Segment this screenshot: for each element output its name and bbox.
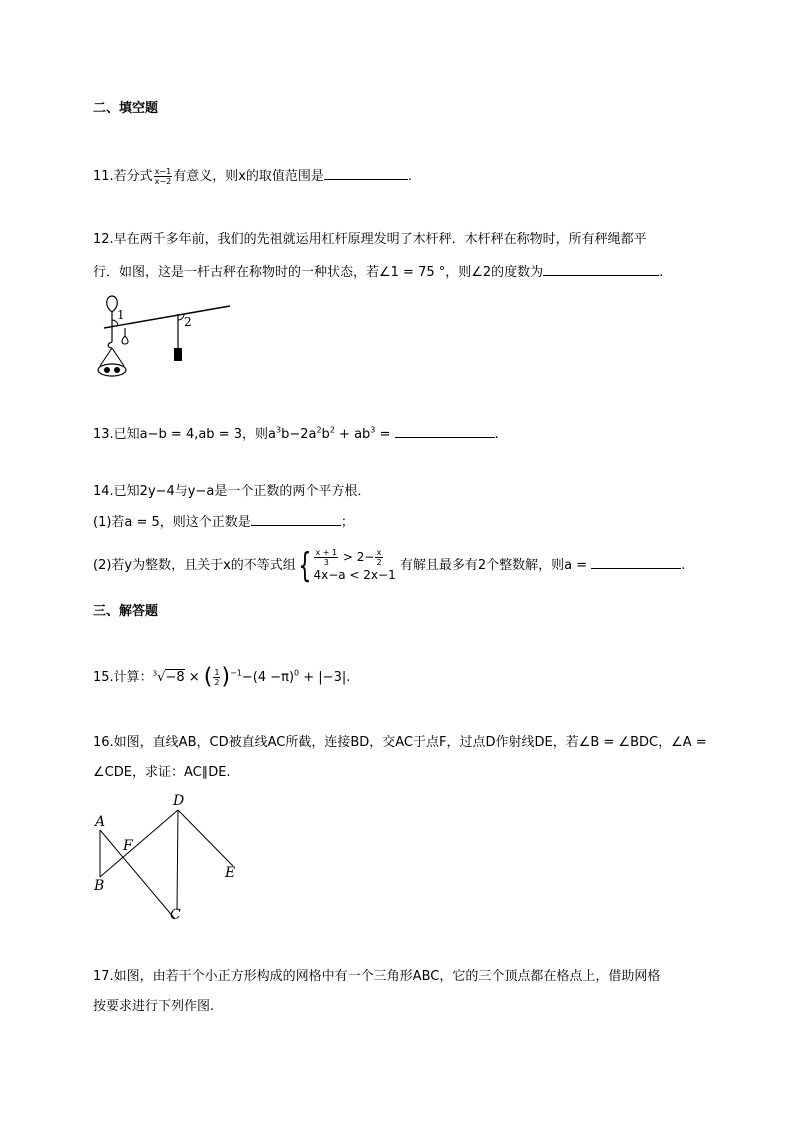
q13-mid4: = xyxy=(375,427,395,442)
q15-frac-num: 1 xyxy=(214,668,220,677)
ineq1-den: 3 xyxy=(323,558,329,567)
point-label-F: F xyxy=(123,838,133,854)
section-heading-solve: 三、解答题 xyxy=(93,604,159,619)
pan-rope-left xyxy=(100,348,112,366)
steelyard-counterweight xyxy=(174,348,182,361)
angle-1-label: 1 xyxy=(117,308,125,322)
inequality-system xyxy=(313,548,395,583)
question-15 xyxy=(93,664,351,690)
q11-text-pre: 11.若分式 xyxy=(93,169,153,184)
ineq1-num: x + 1 xyxy=(315,548,338,557)
question-12-line2 xyxy=(93,262,663,282)
q14-part2-blank xyxy=(591,555,681,569)
q11-text-post: 有意义，则x的取值范围是 xyxy=(173,169,324,184)
q16-line2: ∠CDE，求证：AC∥DE. xyxy=(93,765,231,780)
q11-frac-denominator: x−2 xyxy=(154,177,172,186)
q15-text-pre: 15.计算： xyxy=(93,670,153,685)
inequality-brace: { xyxy=(298,545,312,586)
point-label-A: A xyxy=(95,814,106,830)
q15-fraction xyxy=(213,668,220,687)
q14-part2-text: (2)若y为整数，且关于x的不等式组 xyxy=(93,558,296,573)
radical-sign: √ xyxy=(157,670,166,685)
q11-end: . xyxy=(407,169,413,184)
q17-line2: 按要求进行下列作图. xyxy=(93,999,215,1014)
q13-sup3: 2 xyxy=(329,425,335,435)
q12-line2-text: 行．如图，这是一杆古秤在称物时的一种状态，若∠1 = 75 °，则∠2的度数为 xyxy=(93,265,544,280)
pan-weight-left xyxy=(104,367,110,373)
q15-exponent: −1 xyxy=(230,668,242,678)
q12-line1: 12.早在两千多年前，我们的先祖就运用杠杆原理发明了木杆秤．木杆秤在称物时，所有秤绳都平 xyxy=(93,232,647,247)
q15-mid: −(4 −π) xyxy=(241,670,295,685)
q13-sup1: 3 xyxy=(275,425,282,435)
q11-fraction xyxy=(154,167,173,186)
q13-sup2: 2 xyxy=(316,425,322,435)
line-DC xyxy=(177,810,178,910)
ineq1-den2: 2 xyxy=(376,558,382,567)
point-label-D: D xyxy=(173,793,185,809)
point-label-B: B xyxy=(94,878,105,894)
inequality-2: 4x−a < 2x−1 xyxy=(313,568,396,582)
question-11 xyxy=(93,166,412,186)
q13-sup4: 3 xyxy=(370,425,376,435)
q15-post: + |−3|. xyxy=(299,670,351,685)
q13-end: . xyxy=(494,427,499,442)
q15-frac-den: 2 xyxy=(214,678,220,687)
point-label-E: E xyxy=(225,865,236,881)
pan-rope-right xyxy=(112,348,124,366)
steelyard-pan xyxy=(98,364,126,376)
q13-mid1: b−2a xyxy=(281,427,317,442)
section-heading-fill-in: 二、填空题 xyxy=(93,101,159,116)
q15-exponent-zero: 0 xyxy=(294,668,300,678)
ineq1-num2: x xyxy=(376,548,382,557)
q17-line1: 17.如图，由若干个小正方形构成的网格中有一个三角形ABC，它的三个顶点都在格点上，借助网格 xyxy=(93,969,661,984)
question-14-part1 xyxy=(93,512,354,532)
steelyard-small-loop xyxy=(122,328,128,344)
line-AC xyxy=(100,830,175,919)
angle-2-label: 2 xyxy=(184,315,192,329)
question-14-part2 xyxy=(93,545,686,586)
q12-end: . xyxy=(659,265,664,280)
q11-answer-blank xyxy=(324,166,408,180)
q15-paren-open: ( xyxy=(203,664,213,690)
q15-radicand: −8 xyxy=(165,670,185,685)
q15-times: × xyxy=(184,670,204,685)
q13-text-pre: 13.已知a−b = 4,ab = 3，则a xyxy=(93,427,276,442)
q13-mid3: + ab xyxy=(334,427,371,442)
steelyard-top-loop xyxy=(107,296,118,312)
pan-weight-right xyxy=(114,367,120,373)
ineq1-mid: > 2− xyxy=(339,550,375,564)
q14-part2-end: . xyxy=(681,558,686,573)
point-label-C: C xyxy=(170,907,181,923)
q13-mid2: b xyxy=(321,427,330,442)
q16-line1: 16.如图，直线AB，CD被直线AC所截，连接BD，交AC于点F，过点D作射线DE，若∠B = ∠BDC，∠A = xyxy=(93,735,707,750)
q14-line1: 14.已知2y−4与y−a是一个正数的两个平方根． xyxy=(93,484,371,499)
q12-answer-blank xyxy=(543,262,659,276)
steelyard-hook xyxy=(108,342,112,348)
ray-DE xyxy=(178,810,233,866)
question-13 xyxy=(93,424,499,444)
q12-figure-steelyard xyxy=(92,292,242,382)
q15-paren-close: ) xyxy=(221,664,231,690)
q14-part1-blank xyxy=(251,512,341,526)
q14-part2-post: 有解且最多有2个整数解，则a = xyxy=(395,558,592,573)
q16-figure xyxy=(88,788,258,928)
q14-part1-text: (1)若a = 5，则这个正数是 xyxy=(93,515,251,530)
q14-part1-end: ； xyxy=(340,515,354,530)
q11-frac-numerator: x−1 xyxy=(154,167,172,176)
q15-root-index: 3 xyxy=(152,669,158,678)
inequality-1 xyxy=(313,548,395,567)
q13-answer-blank xyxy=(395,424,495,438)
